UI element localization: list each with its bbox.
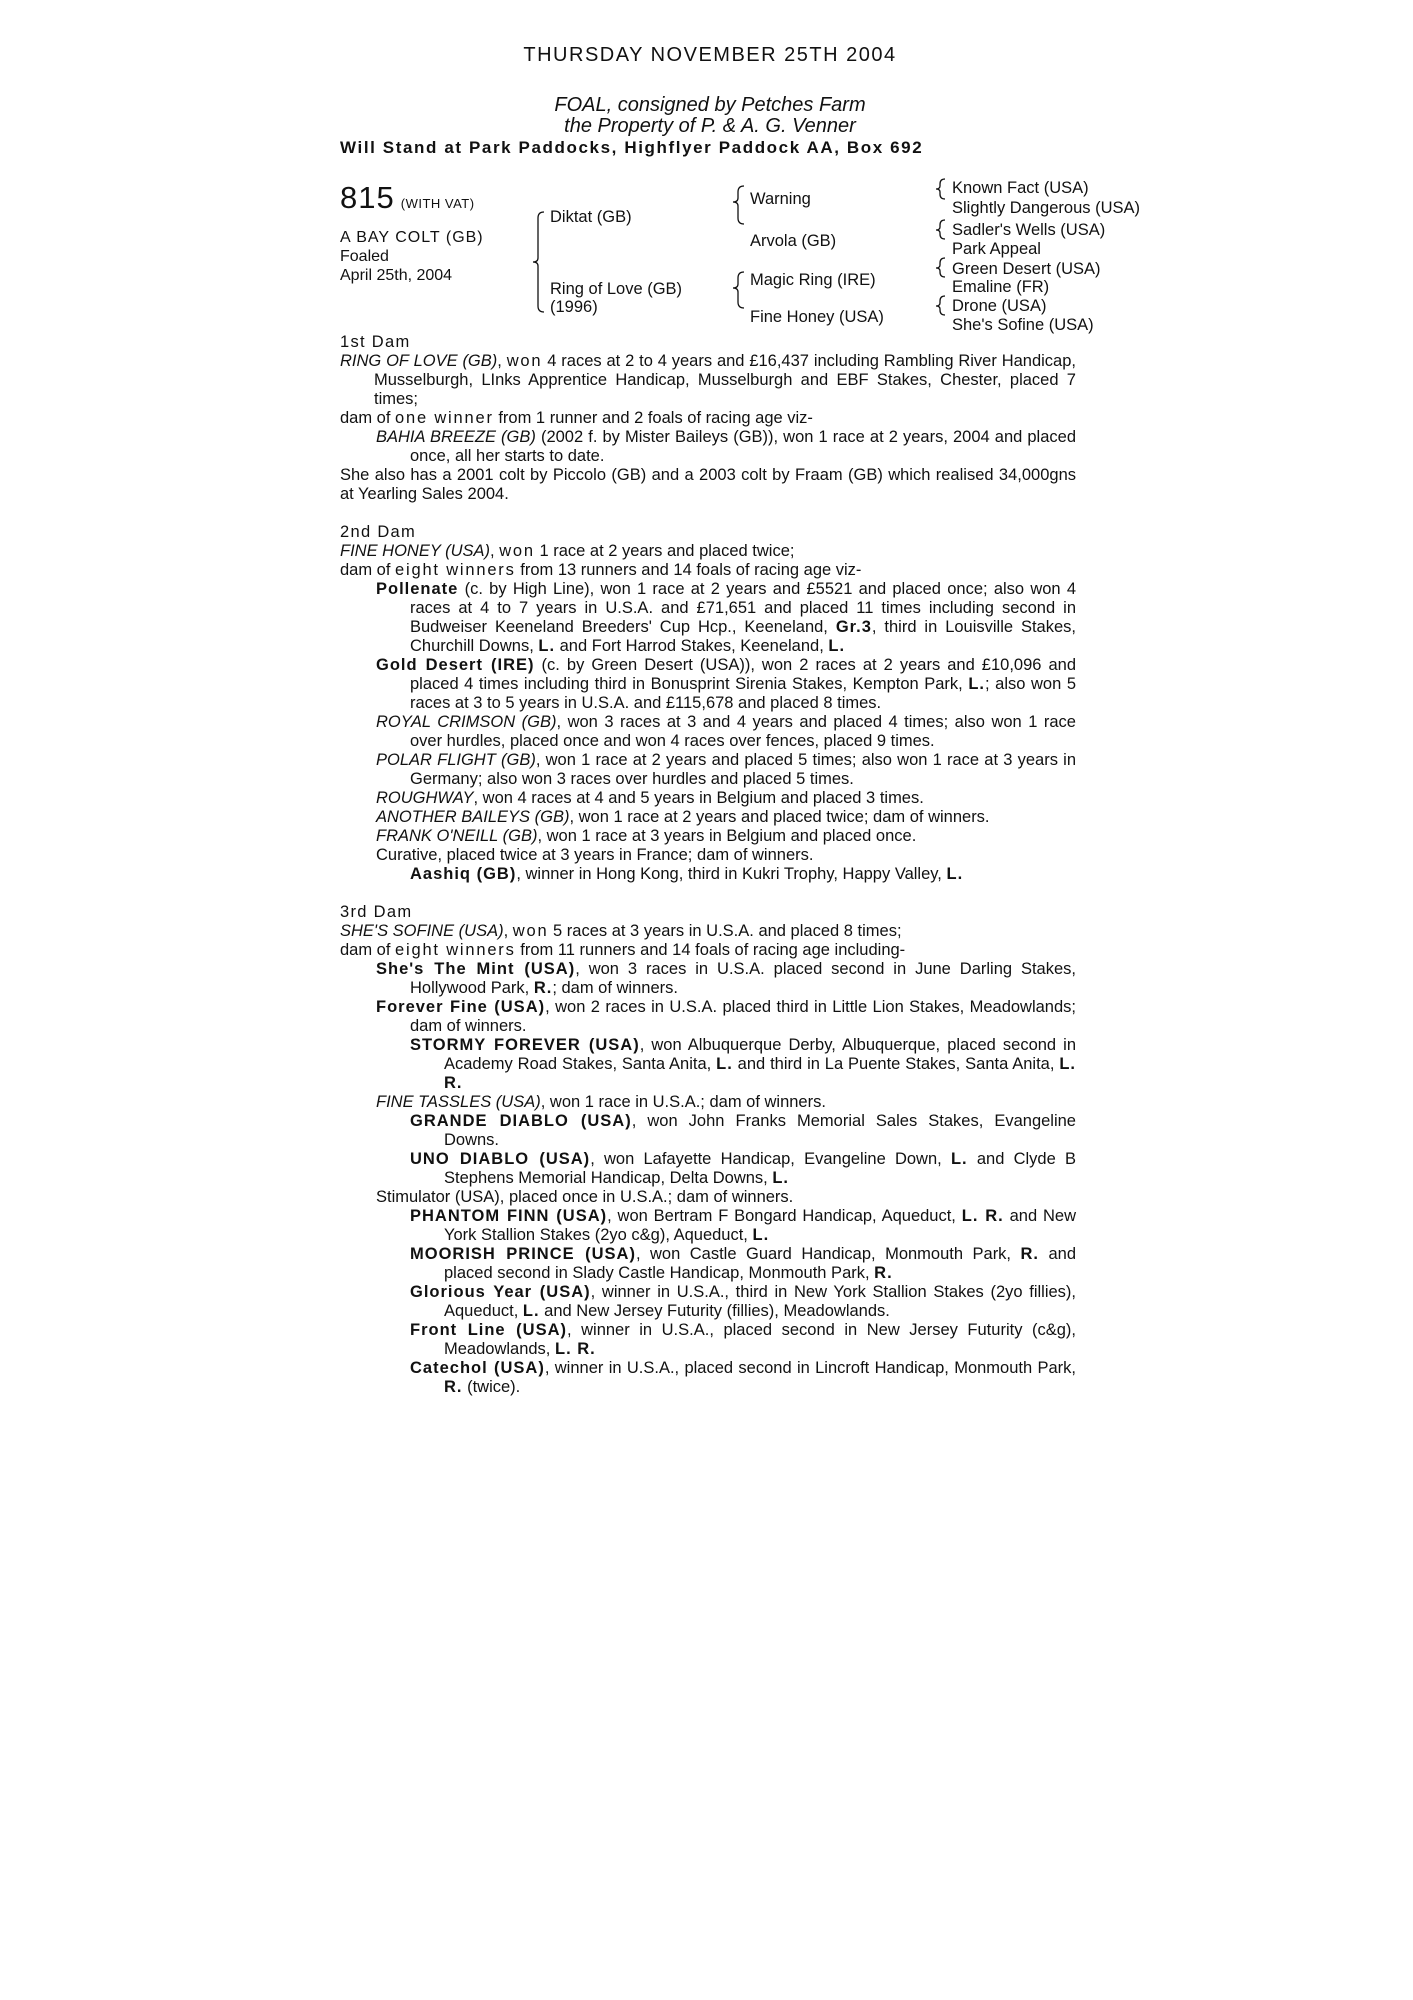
summary-prefix: dam of xyxy=(340,941,396,959)
sire-dam: Arvola (GB) xyxy=(750,232,837,250)
produce-text: ; dam of winners. xyxy=(552,979,678,997)
third-dam-heading: 3rd Dam xyxy=(340,903,413,921)
race-grade: R. xyxy=(874,1264,893,1282)
produce-name: Forever Fine (USA) xyxy=(376,998,546,1016)
third-dam-record: SHE'S SOFINE (USA), won 5 races at 3 years in U.S.A. and placed 8 times; xyxy=(340,922,902,940)
produce-text: and New Jersey Futurity (fillies), Meadowlands. xyxy=(539,1302,890,1320)
produce-entry xyxy=(340,1245,1076,1283)
second-dam-produce-summary xyxy=(340,561,1076,580)
produce-name: Pollenate xyxy=(376,580,459,598)
produce-entry xyxy=(340,1036,1076,1093)
third-dam-produce-summary xyxy=(340,941,1076,960)
produce-text: , won 4 races at 4 and 5 years in Belgium and placed 3 times. xyxy=(473,789,924,807)
produce-name: BAHIA BREEZE (GB) xyxy=(376,428,536,446)
race-grade: L. xyxy=(950,1150,968,1168)
dam-year: (1996) xyxy=(550,298,598,316)
race-grade: L. xyxy=(538,637,556,655)
produce-entry xyxy=(340,827,1076,846)
consignor-line: FOAL, consigned by Petches Farm xyxy=(554,94,866,116)
produce-entry xyxy=(340,1093,1076,1112)
produce-entry xyxy=(340,656,1076,713)
gen3-4: Park Appeal xyxy=(952,240,1041,258)
sale-date: THURSDAY NOVEMBER 25TH 2004 xyxy=(523,44,897,66)
produce-text: , winner in U.S.A., placed second in New Jersey Futurity (c&g), Meadowlands, xyxy=(444,1321,1076,1358)
race-grade: L. xyxy=(828,637,846,655)
consignor-block xyxy=(340,95,1080,137)
foaled-date: April 25th, 2004 xyxy=(340,267,453,284)
produce-entry: Curative, placed twice at 3 years in France; dam of winners. xyxy=(376,846,814,864)
produce-entry xyxy=(340,960,1076,998)
produce-entry xyxy=(340,1321,1076,1359)
gen3-3: Sadler's Wells (USA) xyxy=(952,221,1106,239)
produce-text: , third in Louisville Stakes, Churchill Downs, xyxy=(410,618,1076,655)
race-grade: L. xyxy=(752,1226,770,1244)
brace-main xyxy=(533,212,544,312)
stand-location: Will Stand at Park Paddocks, Highflyer Paddock AA, Box 692 xyxy=(340,138,924,157)
horse-name: A BAY COLT (GB) xyxy=(340,229,484,246)
produce-text: , won 2 races in U.S.A. placed third in Little Lion Stakes, Meadowlands; dam of winners. xyxy=(410,998,1076,1035)
second-dam-record: FINE HONEY (USA), won 1 race at 2 years and placed twice; xyxy=(340,542,795,560)
produce-text: , winner in U.S.A., placed second in Lincroft Handicap, Monmouth Park, xyxy=(544,1359,1076,1377)
produce-entry xyxy=(340,865,1076,884)
produce-name: FRANK O'NEILL (GB) xyxy=(376,827,538,845)
produce-entry xyxy=(340,1283,1076,1321)
third-dam-text: 5 races at 3 years in U.S.A. and placed 8 times; xyxy=(548,922,902,940)
produce-name: MOORISH PRINCE (USA) xyxy=(410,1245,636,1263)
produce-entry xyxy=(340,998,1076,1036)
brace-dam xyxy=(733,272,744,308)
race-grade: L. xyxy=(772,1169,789,1187)
brace-g12 xyxy=(936,179,945,199)
race-grade: L. R. xyxy=(444,1055,1076,1092)
winners-count: one winner xyxy=(395,409,494,427)
produce-name: FINE TASSLES (USA) xyxy=(376,1093,541,1111)
produce-text: (2002 f. by Mister Baileys (GB)), won 1 race at 2 years, 2004 and placed once, all her starts to date. xyxy=(410,428,1076,465)
produce-entry xyxy=(340,1207,1076,1245)
first-dam-heading: 1st Dam xyxy=(340,333,411,351)
brace-sire xyxy=(733,186,744,224)
dam-name: Ring of Love (GB) xyxy=(550,280,683,298)
produce-name: STORMY FOREVER (USA) xyxy=(410,1036,640,1054)
produce-text: (twice). xyxy=(462,1378,521,1396)
produce-entry xyxy=(340,751,1076,789)
produce-text: , won John Franks Memorial Sales Stakes, Evangeline Downs. xyxy=(444,1112,1076,1149)
won-word: won xyxy=(512,922,549,940)
race-grade: R. xyxy=(533,979,553,997)
gen3-5: Green Desert (USA) xyxy=(952,260,1101,278)
produce-text: , won Bertram F Bongard Handicap, Aqueduct, xyxy=(607,1207,962,1225)
sire: Diktat (GB) xyxy=(550,208,632,226)
produce-text: and Clyde B Stephens Memorial Handicap, Delta Downs, xyxy=(444,1150,1076,1187)
produce-text: and Fort Harrod Stakes, Keeneland, xyxy=(555,637,829,655)
gen3-8: She's Sofine (USA) xyxy=(952,316,1094,334)
dam xyxy=(550,280,682,316)
produce-entry xyxy=(340,580,1076,656)
sire-sire: Warning xyxy=(750,190,811,208)
produce-entry xyxy=(340,789,1076,808)
produce-name: Gold Desert (IRE) xyxy=(376,656,535,674)
winners-count: eight winners xyxy=(395,561,516,579)
second-dam-heading: 2nd Dam xyxy=(340,523,417,541)
lot-number: 815 xyxy=(340,180,395,215)
produce-text: , won 3 races in U.S.A. placed second in June Darling Stakes, Hollywood Park, xyxy=(410,960,1076,997)
produce-name: ANOTHER BAILEYS (GB) xyxy=(376,808,570,826)
race-grade: R. xyxy=(444,1378,463,1396)
produce-name: Glorious Year (USA) xyxy=(410,1283,591,1301)
first-dam-produce-summary xyxy=(340,409,1076,428)
race-grade: L. xyxy=(946,865,964,883)
vat-note: (WITH VAT) xyxy=(400,196,475,211)
property-line: the Property of P. & A. G. Venner xyxy=(564,115,856,137)
produce-record xyxy=(340,333,1076,1397)
produce-name: UNO DIABLO (USA) xyxy=(410,1150,591,1168)
race-grade: L. xyxy=(716,1055,733,1073)
summary-prefix: dam of xyxy=(340,561,396,579)
produce-text: , won 1 race at 2 years and placed 5 times; also won 1 race at 3 years in Germany; also won 3 races over hurdles and placed 5 times. xyxy=(410,751,1076,788)
first-dam-record: RING OF LOVE (GB), won 4 races at 2 to 4 years and £16,437 including Rambling River Handicap, Musselburgh, LInks Apprentice Handicap, Musselburgh and EBF Stakes, Chester, placed 7 times; xyxy=(340,352,1076,408)
winners-count: eight winners xyxy=(395,941,516,959)
gen3-2: Slightly Dangerous (USA) xyxy=(952,199,1140,217)
produce-entry xyxy=(340,1150,1076,1188)
summary-suffix: from 1 runner and 2 foals of racing age viz- xyxy=(493,409,813,427)
produce-entry xyxy=(340,1112,1076,1150)
brace-g56 xyxy=(936,258,945,277)
first-dam-text: 4 races at 2 to 4 years and £16,437 including Rambling River Handicap, Musselburgh, LInks Apprentice Handicap, Musselburgh and EBF Stakes, Chester, placed 7 times; xyxy=(374,352,1076,408)
produce-entry xyxy=(340,713,1076,751)
produce-entry xyxy=(340,428,1076,466)
produce-name: ROYAL CRIMSON (GB) xyxy=(376,713,557,731)
first-dam-name: RING OF LOVE (GB) xyxy=(340,352,498,370)
produce-text: (c. by High Line), won 1 race at 2 years and £5521 and placed once; also won 4 races at 4 to 7 years in U.S.A. and £71,651 and placed 11 times including second in Budweiser Keeneland Breeders' Cup Hcp., Keeneland, xyxy=(410,580,1076,636)
dam-dam: Fine Honey (USA) xyxy=(750,308,884,326)
won-word: won xyxy=(506,352,543,370)
produce-text: ; also won 5 races at 3 to 5 years in U.S.A. and £115,678 and placed 8 times. xyxy=(410,675,1076,712)
summary-suffix: from 11 runners and 14 foals of racing age including- xyxy=(515,941,906,959)
first-dam-note: She also has a 2001 colt by Piccolo (GB) and a 2003 colt by Fraam (GB) which realised 34,000gns at Yearling Sales 2004. xyxy=(340,466,1076,503)
produce-entry xyxy=(340,1359,1076,1397)
produce-text: (c. by Green Desert (USA)), won 2 races at 2 years and £10,096 and placed 4 times including third in Bonusprint Sirenia Stakes, Kempton Park, xyxy=(410,656,1076,693)
produce-text: and third in La Puente Stakes, Santa Anita, xyxy=(732,1055,1060,1073)
second-dam-text: 1 race at 2 years and placed twice; xyxy=(534,542,795,560)
produce-text: and New York Stallion Stakes (2yo c&g), Aqueduct, xyxy=(444,1207,1076,1244)
gen3-7: Drone (USA) xyxy=(952,297,1047,315)
brace-g78 xyxy=(936,296,945,315)
race-grade: L. xyxy=(968,675,985,693)
produce-text: , won 3 races at 3 and 4 years and placed 4 times; also won 1 race over hurdles, placed once and won 4 races over fences, placed 9 times. xyxy=(410,713,1076,750)
summary-suffix: from 13 runners and 14 foals of racing age viz- xyxy=(515,561,862,579)
gen3-1: Known Fact (USA) xyxy=(952,179,1089,197)
summary-prefix: dam of xyxy=(340,409,396,427)
produce-text: , won 1 race at 3 years in Belgium and placed once. xyxy=(537,827,917,845)
produce-name: Aashiq (GB) xyxy=(410,865,517,883)
produce-name: She's The Mint (USA) xyxy=(376,960,576,978)
produce-name: Front Line (USA) xyxy=(410,1321,567,1339)
dam-sire: Magic Ring (IRE) xyxy=(750,271,876,289)
produce-text: , won 1 race in U.S.A.; dam of winners. xyxy=(540,1093,826,1111)
second-dam-name: FINE HONEY (USA) xyxy=(340,542,491,560)
produce-text: , won Lafayette Handicap, Evangeline Down, xyxy=(590,1150,951,1168)
race-grade: L. R. xyxy=(554,1340,596,1358)
foaled-label: Foaled xyxy=(340,248,389,265)
produce-text: , won Castle Guard Handicap, Monmouth Park, xyxy=(635,1245,1021,1263)
produce-name: PHANTOM FINN (USA) xyxy=(410,1207,608,1225)
produce-text: , winner in Hong Kong, third in Kukri Trophy, Happy Valley, xyxy=(516,865,947,883)
produce-name: GRANDE DIABLO (USA) xyxy=(410,1112,632,1130)
produce-text: , won 1 race at 2 years and placed twice; dam of winners. xyxy=(569,808,990,826)
race-grade: Gr.3 xyxy=(835,618,872,636)
won-word: won xyxy=(499,542,535,560)
produce-name: POLAR FLIGHT (GB) xyxy=(376,751,536,769)
produce-name: ROUGHWAY xyxy=(376,789,474,807)
produce-text: and placed second in Slady Castle Handicap, Monmouth Park, xyxy=(444,1245,1076,1282)
produce-entry: Stimulator (USA), placed once in U.S.A.; dam of winners. xyxy=(376,1188,794,1206)
third-dam-name: SHE'S SOFINE (USA) xyxy=(340,922,504,940)
brace-g34 xyxy=(936,220,945,239)
produce-text: , winner in U.S.A., third in New York Stallion Stakes (2yo fillies), Aqueduct, xyxy=(444,1283,1076,1320)
produce-entry xyxy=(340,808,1076,827)
produce-text: , won Albuquerque Derby, Albuquerque, placed second in Academy Road Stakes, Santa Anita, xyxy=(444,1036,1077,1073)
gen3-6: Emaline (FR) xyxy=(952,278,1050,296)
race-grade: L. xyxy=(522,1302,540,1320)
race-grade: R. xyxy=(1020,1245,1039,1263)
produce-name: Catechol (USA) xyxy=(410,1359,545,1377)
race-grade: L. R. xyxy=(961,1207,1004,1225)
